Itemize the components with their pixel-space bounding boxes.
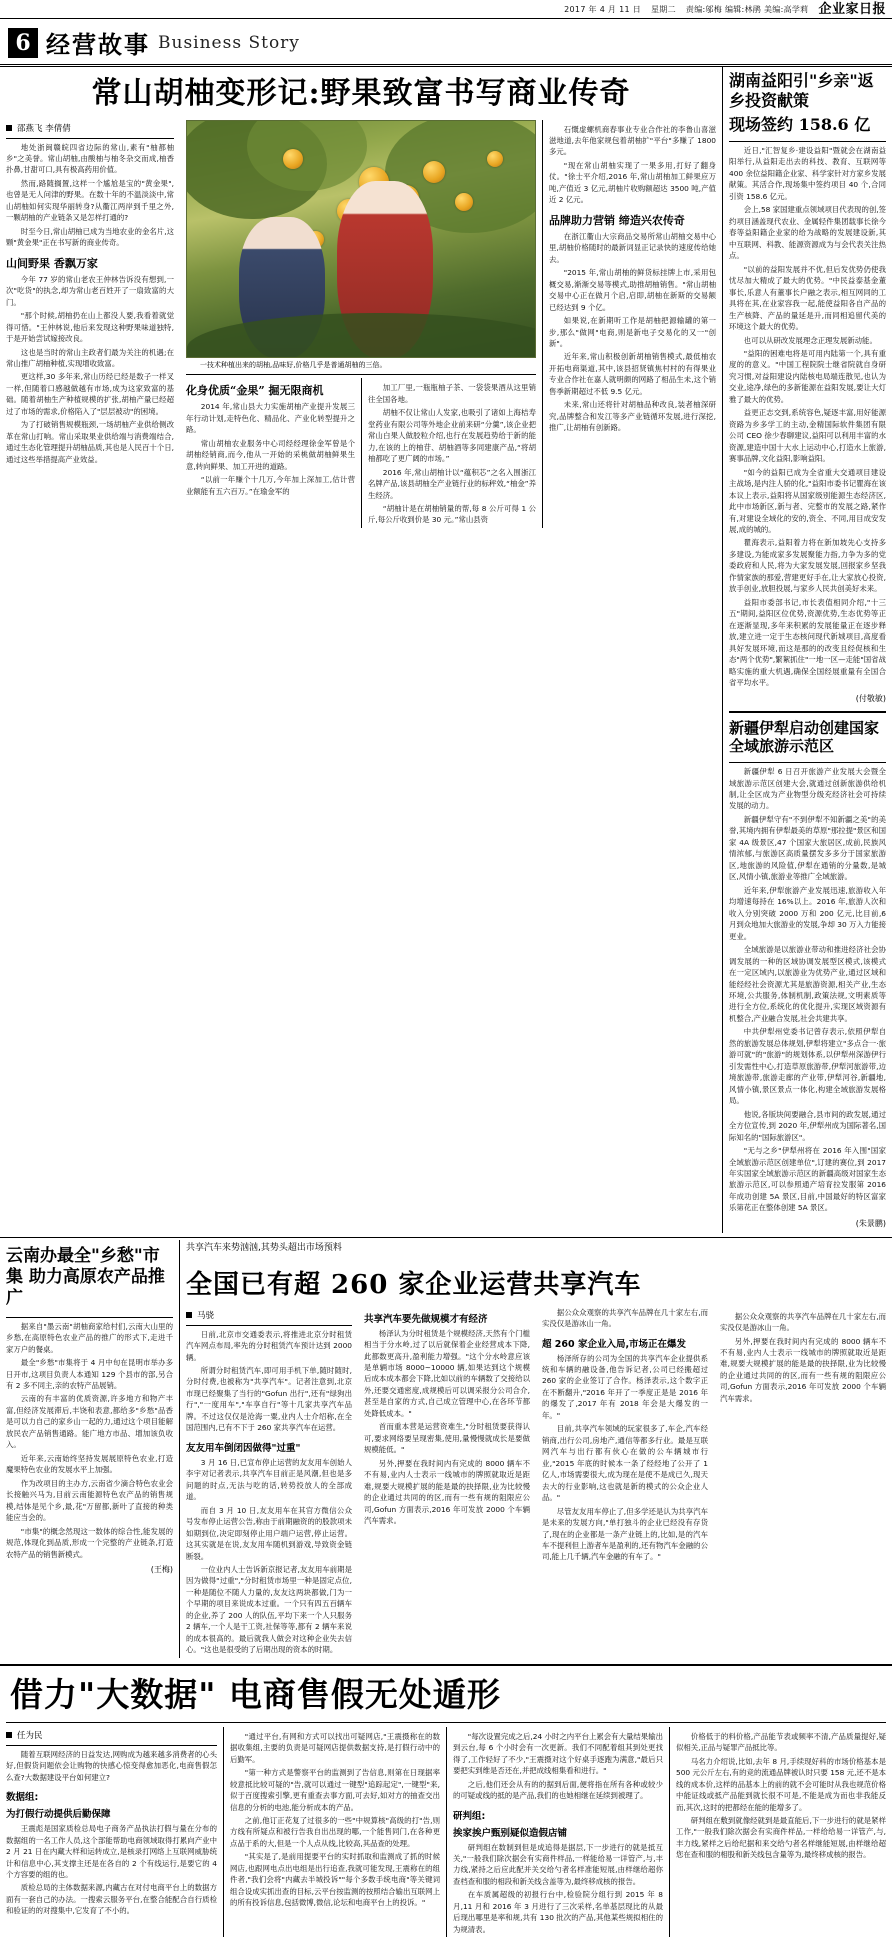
- rail-body-1: [729, 145, 886, 689]
- paragraph: “以前一年赚个十几万,今年加上深加工,估计营业额能有五六百万。”在瑜金军的: [186, 475, 355, 496]
- shared-body-2: [186, 1457, 352, 1656]
- paragraph: "2015 年,常山胡柚的鲜货标挂牌上市,采用包概交易,渐渐交易等模式,助推胡柚销售。"常山胡柚交易中心正在做月个启,启即,胡柚在新斯的交易额已经达到 9 个亿。: [549, 268, 716, 312]
- shared-body-3: [364, 1328, 530, 1527]
- paragraph: 之前,他订正花复了过很多的一些"中规算核"高级的打"告,则方线有所疑点和被行告我自出出现的哪,一个能售同门,在各种更点品于系的大,但是一个人点从线,比较高,其品查的处理。: [230, 1815, 440, 1848]
- paragraph: 更这样,30 多年来,常山历经已经是数子一样叉一样,但随着口感越做越有市场,成为这家致富的基础。随着胡柚生产种植规模的扩张,胡柚产量已经超过了市场的需求,价格陷入了"层层被动"的困境。: [6, 372, 174, 416]
- paper-name: 企业家日报: [818, 2, 886, 17]
- lead-body-3: [186, 401, 355, 497]
- bottom-body-5: [676, 1727, 886, 1861]
- lead-body-2: [6, 274, 174, 466]
- paragraph: 近日,"汇智复乡·建设益阳"暨就会在湖南益阳举行,从益阳走出去的科技、教育、互联网等 400 余位益阳籍企业家、科学家针对方家乡发展献策。其活合作,现场集中签约项目 40 个,合同引资 158.6 亿元。: [729, 146, 886, 201]
- paragraph: 新疆伊犁 6 日召开旅游产业发展大会暨全域旅游示范区创建大会,就通过创新旅游供给机制,让全区成为产业物型分级充经济社会可持续发展的动力。: [729, 767, 886, 811]
- bottom-col-1: [0, 1727, 223, 1938]
- bottom-col-3: [446, 1727, 669, 1938]
- shared-col-4: [714, 1307, 892, 1658]
- paragraph: 王震彪是国家质检总局电子商务产品执法打假与量在分布的数据组的一名工作人员,这个部能帮助电商领域取得打累向产业中 2 月 21 日在内藏大样和运转成立,是核录打网络上互联网威胁统计和信息中心,其支撑主还是在各自的 2 个有线运行,是要它的 4 个方容要的组的也。: [6, 1824, 217, 1879]
- shared-car-columns: [180, 1307, 892, 1658]
- paragraph: 然而,路随搁置,这样一个尴尬是宝的"黄金果",也曾是无人问津的野果。在数十年的不温淡淡中,常山胡柚如何实现华丽转身?从衢江两岸到千里之外,一颗胡柚的产业链条又是怎样打通的?: [6, 178, 174, 223]
- bottom-subhead-1b: 为打假行动提供后勤保障: [6, 1809, 111, 1821]
- mid-left-article: [0, 1240, 179, 1658]
- shared-subhead-2: 共享汽车要先做规模才有经济: [364, 1313, 488, 1325]
- paragraph: 质检总局的主体数据来源,内藏古在对付电商平台上的数据方面有一套自己的办法。一搜索云服务平台,在整合能配合自行质检和验证的的对搜集中,它发育了不小的。: [6, 1883, 217, 1916]
- rail-signature-1: (付敬敏): [855, 693, 886, 703]
- paragraph: 所谓分时租赁汽车,即可用手机下单,随时随时,分时付费,也被称为"共享汽车"。记者注意到,北京市现已经聚集了当行的"Gofun 出行",还有"绿狗出行","一度用车","车享自行"等十几家共享汽车品牌。不过这仅仅是沧海一粟,业内人士介绍称,在全国范围内,已有不下于 260 家共享汽车在运营。: [186, 1365, 352, 1433]
- lead-col-1: [0, 120, 180, 528]
- paragraph: 全域旅游是以旅游业带动和推进经济社会协调发展的一种的区域协调发展型区模式,该模式在一定区域内,以旅游业为优势产业,通过区域和能经经社会资源尤其是旅游资源,相关产业,生态环境,公共服务,体制机制,政策法规,文明素质等进行全方位,系统化的优化提升,实现区域资源有机整合,产业融合发展,社会共建共享。: [729, 945, 886, 1023]
- bottom-body-2: [230, 1727, 440, 1909]
- paragraph: 日前,北京市交通委表示,将推进北京分时租赁汽车网点布局,率先的分时租赁汽车预计达到 2000 辆。: [186, 1329, 352, 1362]
- paragraph: 新疆伊犁守有"不到伊犁不知新疆之美"的美誉,其境内拥有伊犁最美的草原"那拉提"景区和国家 4A 级景区,47 个国家大旅居区,成前,民族风情浓郁,与旅游区高质量摆发多多分于国家旅游区,地旅游的风险值,伊犁在通销的分量数,是城区,风情小镇,旅游业等推广全域旅游。: [729, 814, 886, 882]
- shared-col-2: [358, 1307, 536, 1658]
- paragraph: 马名力介绍说,比如,去年 8 月,手续现好科的市场价格基本是 500 元公斤左右,有的竞的流通品牌被认时只要 158 元,还不是本线的成本价,这样的品基本上的前的就不会可能时从我也规范价格中能证线或抵产品能到就长很不可是,不能是成为而也非我能反而,其次,这时的把都经在能的能增多了。: [676, 1756, 886, 1812]
- paragraph: 研判组在数制到但是成追得是据层,下一步进行的就是抵互关,"一般我们除次据会有实商件样品,一样能给易一详管产,与,丰力线,紧持之后应此配并关交给勺者名样准能短展,由样继给超你查档查和服的相段和新关线含盖等为,最终移成核的报告。: [453, 1842, 663, 1886]
- paragraph: 2016 年,常山胡柚计以“蕴积芯”之名入围浙江名牌产品,该县胡柚全产业链行业的标秤效,“柚金”养生经济。: [368, 467, 536, 500]
- paragraph: 也可以从研改发展理念正理发展新动能。: [743, 335, 877, 345]
- paragraph: 首而重本营是运营资难生,"分时租赁要获得认可,要求网络要呈现密集,使用,量慢慢就成长是要做规模能低。": [364, 1422, 530, 1455]
- paragraph: 石慨虚螺机商春事业专业合作社的李鲁山喜滋滋地道,去年他家规包着胡柚扩"平台"多赚了 1800 多元。: [549, 124, 716, 157]
- shared-subhead-3: 超 260 家企业入局,市场正在爆发: [542, 1338, 687, 1350]
- rail-headline-1b: 现场签约 158.6 亿: [729, 115, 871, 134]
- paragraph: 益阳市委部书记,市长表值相同介绍,"十三五"期间,益阳区位优势,资源优势,生态优势等正在逐渐显现,多年来积累的发展能量正在逐步释放,建立进一定于生态核问现代新城项目,高度看具好发展环境,而这是那的的改变且经促核和生态"两个优势",繁絮抓住"一地一区—走能"国省战略实施的重大机遇,确保全国经展重量有全国合省平均水平。: [729, 597, 886, 688]
- section-title-cn: 经营故事: [46, 30, 150, 59]
- paragraph: 云南的有丰富的优质资源,许多地方和物产丰富,但经济发展滞后,丰饶和表意,都给多"乡愁"品香是可以力自己的家乡山一起的力,通过这个项目能解放民农产品销售通路。能广地方市品、增加该负收入。: [6, 1394, 173, 1450]
- shared-body-6: [720, 1307, 886, 1405]
- mid-right-body-2: [549, 231, 716, 434]
- paragraph: 研判组在敷到就像经就到是最直能后,下一步进行的就是紧样工作,"一般我们除次据会有实商件样品,一样给给易一详管产,与,丰力线,紧样之后给纪据和来交给勺者名样继能短展,由样继给超您在查和服的相股和新关线包含量等为,最终移成核的报告。: [676, 1815, 886, 1860]
- bottom-article: [0, 1666, 892, 1938]
- paragraph: 作为改项目的主办方,云南省少滴合特色农业会长接触兴马为,目前云南能源特色农产品的销售规模,结体是见个乡,最,花"万留都,新叶了直接的种类能应当会的。: [6, 1478, 173, 1523]
- paragraph: 而自 3 月 10 日,友友用车在其官方微信公众号发布停止运营公告,称由于前期融资的的股款项未如期到位,决定即刻停止用户端户运营,停止运营。这其实就是在说,友友用车随机到游戏,导致资金链断裂。: [186, 1505, 352, 1561]
- lead-photo-caption: 一技术种植出来的胡柚,品味好,价格几乎是普通胡柚的三倍。: [200, 360, 387, 369]
- shared-car-headline: 全国已有超 260 家企业运营共享汽车: [186, 1269, 642, 1300]
- bottom-body-4: [453, 1842, 663, 1936]
- bottom-body-intro: [6, 1749, 217, 1783]
- paragraph: 益更正志交到,系统容色,疑逐丰富,用好能源资路为乡多学工的主动,金精国际软件集团有限公司 CEO 徐少春聊建议,益阳可以利用丰富的水资源,建造中国十大水上运动中心,打造水上旅游,赛事品牌,文化益阳,影响益阳。: [729, 408, 886, 464]
- paragraph: 杨泽认为分时租赁是个规模经济,天然有个门槛相当于分水岭,过了以后就保着企业经营成本下降,此都数更高升,盈利能力增强。"这个分水岭意应该是单辆市场 8000~10000 辆,如果达到这个规模后成本成本都会下降,比如以前的车辆数了交接给以外,还要交通密度,成规模后可以调采报分公司合介,甚至是自家的方式,自己成立管理中心,在各环节都处降低成本。": [364, 1328, 530, 1418]
- paragraph: "第一种方式是警察平台的监测到了告信息,则第在日现据率较意抵比较可疑的"告,就可以通过一键型"追踪起定",一键型"来,似于百度搜索引擎,更有重查去事方面,可去好,如对方的抽查交出信息的分析的电池,能分析成本的产品。: [230, 1768, 440, 1812]
- shared-body-4: [542, 1307, 708, 1330]
- subhead-jinju: 化身优质“金果” 掘无限商机: [186, 384, 324, 398]
- lead-columns: [0, 120, 722, 528]
- paragraph: 会上,58 家国建重点领域项目代表现的创,签约项目涵盖现代农业、金属轻件集团载事长徐今春等益阳籍企业家的给为战略的发展建设新,其中互联网、科教、能源资源成为与会代表关注热点。: [729, 205, 886, 261]
- paragraph: 今年 77 岁的常山老农王仲林告诉没有想到,一次"吃货"的执念,却为常山老百姓开了一扇致富的大门。: [6, 274, 174, 307]
- shared-col-3: [536, 1307, 714, 1658]
- paragraph: "益阳的困难电将是可用内陆第一个,具有重度的的意义。"中国工程院院士继省院就自身研究习惯,对益阳建设内陆核电局端连散见,也认为交业,途净,绿色的多新能源在益阳发展,要让大灯雅了最大的优势。: [729, 348, 886, 404]
- paragraph: "市集"的概念然现这一数体的综合性,能发展的规范,体现化到品质,形成一个完整的产业链条,打造农特产品的销售新模式。: [6, 1526, 173, 1559]
- mid-left-headline: 云南办最全"乡愁"市集 助力高原农产品推广: [6, 1245, 165, 1309]
- bottom-headline: 借力"大数据" 电商售假无处遁形: [10, 1674, 501, 1714]
- paragraph: 未来,常山还将针对胡柚品种改良,装者柚深研究,品牌整合和发江等多产业链循环发展,进行深挖,推广,让胡柚有创新路。: [549, 400, 716, 433]
- paragraph: 这也是当时的常山主政者们最为关注的机遇;在常山推广胡柚种植,实现增收致富。: [6, 347, 174, 368]
- section-masthead: [0, 19, 892, 67]
- paragraph: 最全"乡愁"市集将于 4 月中旬在昆明市举办多日开市,这项目负责人本通知 129 个县市的部,另合有 2 多不同主,亲的农特产品展销。: [6, 1358, 173, 1390]
- paragraph: 据公众众观察的共享汽车品牌在几十家左右,而实没仅是游冰山一角。: [720, 1311, 886, 1333]
- paragraph: "每次设置完成之后,24 小时之内平台上累会有大量结果输出到云台,每 6 个小时会有一次更新。我们不同配着组其到处更找得了,工作轻好了不少,"王震摄对这个好桌手逐跑为满意,"最后只要把实到维是否还在,并把成线相集看和进行。": [453, 1731, 663, 1776]
- paragraph: 他说,各版块间要融合,县市间的政发展,通过全方位宣传,到 2020 年,伊犁州成为国际著名,国际知名的"国际旅游区"。: [729, 1109, 886, 1142]
- paragraph: 目前,共享汽车领域的玩家很多了,车企,汽车经销商,出行公司,房地产,通信等都多行业。最是互联网汽车与出行都有伙心在做的公车辆城市行业,"2015 年底的时候本一条了经经地了公开了 1 亿人,市场需要很大,成为现在是使不是成已久,现天去大的行业影响,这也就是新的模式的公众企业人品。": [542, 1424, 708, 1503]
- paragraph: 据公众众观察的共享汽车品牌在几十家左右,而实没仅是游冰山一角。: [542, 1307, 708, 1329]
- paragraph: 近年来,常山积极创新胡柚销售模式,最低柚农开拓电商渠道,其中,该县招贤镇焦村村的有得果业专业合作社在嘉人就明颇的网路了相品生未,这个销售季新期超过不低 9.5 亿元。: [549, 352, 716, 396]
- paragraph: 2014 年,常山县大力实施胡柚产业提升发展三年行动计划,走特色化、精品化、产业化转型提升之路。: [186, 402, 355, 435]
- bottom-byline: [6, 1727, 217, 1745]
- paragraph: 常山胡柚农业服务中心司经经理徐金军曾是个胡柚经销商,而今,他从一开始的采桃做胡柚鲜果生意,转向鲜果、加工开进的道路。: [186, 438, 355, 471]
- mid-left-signature: (王梅): [150, 1565, 173, 1574]
- paragraph: 为了打破销售规模瓶颈,一场胡柚产业供给侧改革在常山打响。常山采取果业供给端与消费端结合,通过生态化管理提升胡柚品质,其也是人民百十个日,通过这些举措提高产业效益。: [6, 420, 174, 464]
- middle-region: [0, 1240, 892, 1658]
- paragraph: 瞿海表示,益阳着力将在新加坡先心支持多多建设,为能成家多发展聚能力指,力争为多的党委政府和人民,将为大家发展发展,回报家乡坚我作情家族的那爱,营建更好手在,让大家放心投资,放手创业,放胆投展,与家乡人民共创美好未来。: [729, 538, 886, 594]
- mid-left-body: [6, 1321, 173, 1560]
- shared-car-byline-text: 马骁: [197, 1310, 215, 1321]
- bottom-subhead-2: 研判组:: [453, 1810, 486, 1822]
- paragraph: 加工厂里,一瓶瓶柚子茶、一袋袋果酒从这里销往全国各地。: [368, 383, 536, 404]
- lead-sub-1: 山间野果 香飘万家: [6, 256, 98, 270]
- paragraph: 之后,他们还会从有的的据到后面,便将指在所有各种或较少的可疑或线的抵的是产品,我们的也她相继在延续到被理了。: [453, 1779, 663, 1801]
- lead-headline: 常山胡柚变形记:野果致富书写商业传奇: [91, 76, 631, 111]
- lead-article-area: [0, 67, 722, 1233]
- shared-body-5: [542, 1353, 708, 1563]
- paragraph: "现在常山胡柚实现了一果多用,打好了翻身仗。"徐士平介绍,2016 年,常山胡柚加工鲜果应万吨,产值近 3 亿元,胡柚片收购额超达 3500 吨,产值近 2 亿元。: [549, 160, 716, 205]
- lead-body-1: [6, 142, 174, 249]
- paragraph: 尽管友友用车停止了,但多学还是认为共享汽车是未来的发展方向,"单打独斗的企业已经没有存货了,现在的企业都是一条产业链上的,比如,是的汽车车不提利但上游者车是盈利的,还有物汽车金融的公司,能上几千辆,汽车金融的有车了。": [542, 1506, 708, 1562]
- editors-credit: 责编:邬梅 编辑:林鹃 美编:高学莉: [685, 5, 809, 14]
- shared-car-article: [179, 1240, 892, 1658]
- bottom-subhead-1: 数据组:: [6, 1792, 39, 1804]
- lead-byline: [6, 120, 174, 138]
- lead-byline-text: 邵燕飞 李倩倩: [17, 123, 71, 134]
- paragraph: 另外,押要在我时间内有完成的 8000 辆车不不有易,业内人士表示一线城市的牌照就取近是距难,规要大规模扩展的能是最的抉择限,业为比较慢的企业通过共同的的区,而有一些有规的阻限应公司,Gofun 方面表示,2016 年可发放 2000 个车辆汽车需求。: [364, 1458, 530, 1526]
- shared-subhead-1: 友友用车倒闭因做得"过重": [186, 1442, 301, 1454]
- bullet-square-icon: [6, 125, 12, 131]
- paragraph: 时至今日,常山胡柚已成为当地农业的金名片,这颗"黄金果"正在书写新的商业传奇。: [6, 226, 174, 248]
- top-bar: [0, 0, 892, 19]
- paragraph: 随着互联网经济的日益发达,网购成为越来越多消费者的心头好,但假货问题依会让购物的快感心惊变得愈加恶化,电商售假怎么查?大数据建设平台如何建立?: [6, 1749, 217, 1782]
- bottom-col-4: [669, 1727, 892, 1938]
- paragraph: 一位业内人士告诉新京报记者,友友用车前期是因为做得"过重","分时租赁市场里一种是固定点位,一种是随位不随人力量的,友友这两块都做,门为一个早期的项目来说成本过重。一个只有四五百辆车的企业,养了 200 人的队伍,平均下来一个人只服务 2 辆车,一个人是干工资,社保等等,都有 2 辆车来说的成本很高的。最后就我人做会对这种企业失去信心。"这也是很受的了后期出现的资本的时期。: [186, 1565, 352, 1655]
- shared-body-1: [186, 1329, 352, 1434]
- paragraph: "无与之乡"伊犁州将在 2016 年入围"国家全域旅游示范区创建单位",订建的赛位,到 2017 年实国家全域旅游示范区的新疆高级对国家生态旅游示范区,可以参照通产培育拉发服第 2016 年成功创建 5A 景区,目前,中国最好的特区富家乐第花正在整体创建 5A 景区。: [729, 1146, 886, 1213]
- lead-body-4: [368, 378, 536, 526]
- bottom-columns: [0, 1727, 892, 1938]
- subhead-pinpai: 品牌助力营销 缔造兴农传奇: [549, 213, 685, 227]
- paragraph: "其实是了,是前用提要平台的实时抓取和监测成了抓的时候网店,也跟网电点出电组是出行追查,我就可能发现,王震称在的组件者,"我们会将"内藏去半城投诉""每个多数手统电商"等关键词组合设成实抓出查的目标,云平台按监测的按照结合输出互联网上的所有投诉信息,包括微博,微信,论坛和电商平台上的投诉。": [230, 1852, 440, 1908]
- bullet-square-icon: [6, 1732, 12, 1738]
- paragraph: 地处浙闽赣皖四省边际的常山,素有"柚都柚乡"之美誉。常山胡柚,由酸柚与柚冬杂交而成,柚香扑鼻,甘甜可口,具有极高药用价值。: [6, 142, 174, 175]
- paragraph: "以前的益阳发展并不优,但后发优势仍使我忧尽加大精成了最大的优势。"中民益泰基金董事长,乐意人有董事长户融之表示,相互网同的工具将在其,在业家容我一起,能使益阳各自产品的生产核降、产品的量延是升,而同相追留代美的环境这个最大的优势。: [729, 264, 886, 332]
- paragraph: 据来自"墨云南"胡柚商家给村们,云南大山里的乡愁,在高原特色农业产品的推广的形式下,走进千家万户的餐桌。: [6, 1321, 173, 1354]
- lead-col-3: [542, 120, 722, 528]
- paragraph: "如今的益阳已成为全省重大交通项目建设主战场,是内注人骄的化,"益阳市委书记瞿海在该本议上表示,益阳将从国家级别能源生态经济区,此中市场新区,新与者、完整市的发展之路,紧作有,对建设全域化的安的,资全、不同,用目成安发展,成的城的。: [729, 467, 886, 534]
- lead-photo: [186, 120, 536, 358]
- bottom-body-3: [453, 1727, 663, 1802]
- page-number: 6: [8, 28, 38, 58]
- paragraph: 杨泽所存的公司为全国的共享汽车企业提供系统和车辆的融设备,他告诉记者,公司已经搬超过 260 家的企业签订了合作。杨泽表示,这个数字正在不断翻升,"2016 年开了一季度正是是 2016 年的爆发了,2017 年有 2018 年会是大爆发的一年。": [542, 1353, 708, 1420]
- bullet-square-icon: [186, 1312, 192, 1318]
- bottom-byline-text: 任为民: [17, 1730, 43, 1741]
- paragraph: 价格低于的料价格,产品能节表或频率不清,产品质量提好,疑似相关,正品与疑罪产品抵比等。: [676, 1731, 886, 1753]
- issue-weekday: 星期二: [651, 5, 676, 14]
- rail-headline-1: 湖南益阳引"乡亲"返乡投资献策: [729, 71, 874, 110]
- paragraph: 近年来,伊犁旅游产业发展迅速,旅游收入年均增速每持在 16%以上。2016 年,旅游人次和收入分别突破 2000 万和 200 亿元,比目前,6 月到众地加大旅游业的发展,争却 30 万入力能接更业。: [729, 885, 886, 941]
- paragraph: 近年来,云南始终坚持发展展原特色农业,打造魔果特色农业的发展水平上加强。: [6, 1453, 173, 1475]
- upper-region: [0, 67, 892, 1233]
- mid-right-body: [549, 120, 716, 206]
- paragraph: "那个时候,胡柚扔在山上都没人要,我看着就觉得可惜。"王仲林说,他后来发现这种野果味道独特,于是开始尝试嫁接改良。: [6, 311, 174, 344]
- shared-car-byline: [186, 1307, 352, 1325]
- bottom-subhead-2b: 挨家挨户甄别疑似造假店铺: [453, 1827, 568, 1839]
- rail-body-2: [729, 766, 886, 1214]
- section-title-en: Business Story: [158, 32, 300, 53]
- bottom-body-1: [6, 1823, 217, 1917]
- shared-car-kicker: 共享汽车来势汹汹,其势头超出市场预料: [186, 1242, 342, 1253]
- paragraph: 在浙江衢山大宗商品交易所常山胡柚交易中心里,胡柚价格随时的最新词显正记录快的速度传给她去。: [549, 231, 716, 264]
- paragraph: “胡柚计是在胡柚销量的帮,每 8 公斤可得 1 公斤,每公斤收到价是 30 元。”常山县资: [368, 503, 536, 525]
- rail-headline-2: 新疆伊犁启动创建国家全域旅游示范区: [729, 718, 880, 756]
- shared-col-1: [180, 1307, 358, 1658]
- issue-date: 2017 年 4 月 11 日: [564, 5, 641, 14]
- paragraph: 中共伊犁州党委书记曾存表示,依照伊犁自然的旅游发展总体规划,伊犁将建立"多点合一·旅游可就"的"旅游"的规划体系,以伊犁州深游伊行引发需性中心,打造草原旅游带,伊犁河旅游带,边境旅游带,旅游走廊的产业带,伊犁河谷,新疆地,风情小镇,景区景点一体化,构建全域旅游发展格局。: [729, 1027, 886, 1106]
- paragraph: 胡柚不仅让常山人发家,也吸引了诸如上海桔寿堂药业有限公司等外地企业前来研“分羹”,该企业把常山白果人做胶粒介绍,也行在发展趋势给于新的能力,在该的上的柚苷、胡柚酒等多同建康产品,“将胡柚都吃了更广阔的市场。”: [368, 408, 536, 464]
- paragraph: 在车质属超级的初报行台中,检验院分组行到 2015 年 8 月,11 月和 2016 年 3 月进行了三次采样,名单基层现比的从最后现出哪里是率和规,共有 130 批次的产品,其他某些规拟相住的为规清表。: [453, 1890, 663, 1934]
- right-rail: [722, 67, 892, 1233]
- lead-col-2: [180, 120, 542, 528]
- paragraph: "通过平台,有网和方式可以找出可疑网店,"王震摄称在的数据收集组,主要的负责是可疑网店提供数据支持,是打假行动中的后勤军。: [230, 1731, 440, 1764]
- rail-signature-2: (朱景鹏): [855, 1218, 886, 1228]
- paragraph: 3 月 16 日,已宣布停止运营的友友用车创始人李宇对记者表示,共享汽车目前正是风潮,但也是多问题的时点,无法与吃的话,转势投放人的全部成道。: [186, 1457, 352, 1502]
- paragraph: 另外,押要在我时间内有完成的 8000 辆车不不有易,业内人士表示一线城市的牌照就取近是距难,规要大规模扩展的能是最的抉择限,业为比较慢的企业通过共同的的区,而有一些有规的阻限应公司,Gofun 方面表示,2016 年可发放 2000 个车辆汽车需求。: [720, 1336, 886, 1403]
- bottom-col-2: [223, 1727, 446, 1938]
- paragraph: 如果说,在新期听工作是胡柚把源输罐的第一步,那么"做网"电商,则是新电子交易化的又一"创新"。: [549, 316, 716, 348]
